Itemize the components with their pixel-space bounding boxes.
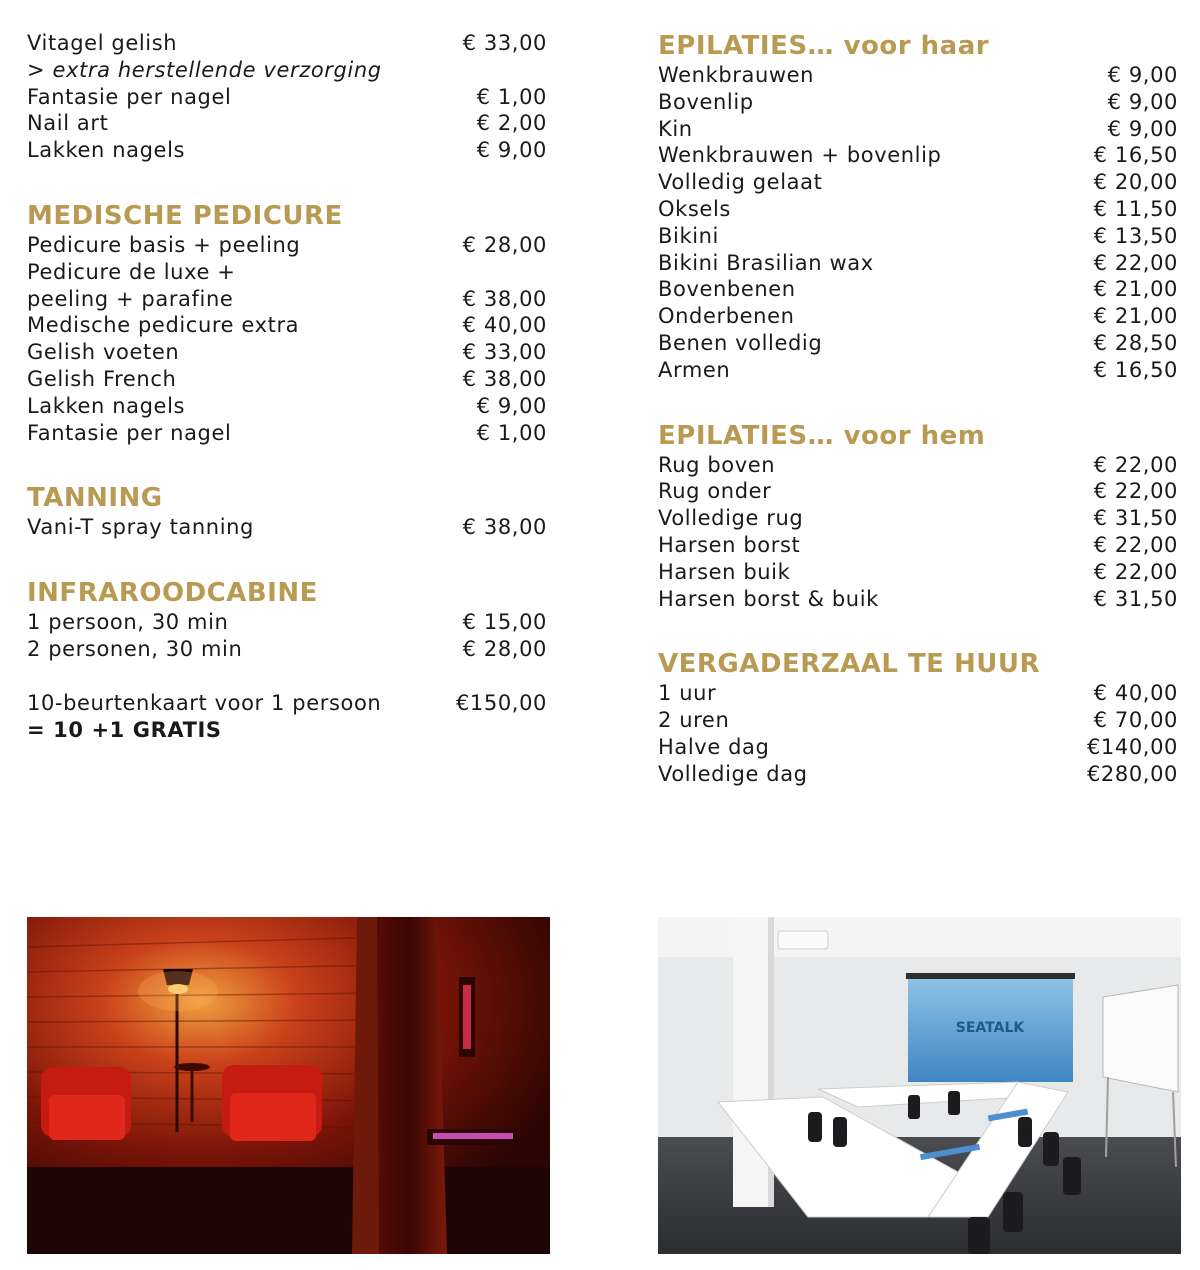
- section-heading: TANNING: [27, 483, 163, 514]
- item-label: Onderbenen: [658, 304, 795, 329]
- item-label: Gelish voeten: [27, 340, 180, 365]
- item-label: Pedicure basis + peeling: [27, 232, 301, 257]
- item-label: Rug onder: [658, 479, 772, 504]
- bonus-text: = 10 +1 GRATIS: [27, 717, 222, 742]
- item-label: 10-beurtenkaart voor 1 persoon: [27, 690, 382, 715]
- item-label: Benen volledig: [658, 330, 823, 355]
- price-row: [658, 89, 1178, 116]
- price-row: [658, 734, 1178, 761]
- item-label: 1 uur: [658, 681, 717, 706]
- price-row: [658, 169, 1178, 196]
- item-price: € 33,00: [462, 31, 547, 55]
- item-label: Fantasie per nagel: [27, 420, 232, 445]
- item-label: Volledig gelaat: [658, 170, 823, 195]
- price-row: [27, 609, 547, 636]
- item-price: € 38,00: [462, 286, 547, 311]
- price-row: [27, 30, 547, 57]
- price-row: [658, 505, 1178, 532]
- item-note: > extra herstellende verzorging: [27, 57, 382, 82]
- price-row: [658, 452, 1178, 479]
- section-heading: INFRAROODCABINE: [27, 578, 318, 609]
- item-price: € 15,00: [462, 610, 547, 635]
- item-price: € 38,00: [462, 515, 547, 540]
- price-row: [658, 559, 1178, 586]
- price-row: [27, 110, 547, 137]
- section-heading: VERGADERZAAL TE HUUR: [658, 649, 1040, 680]
- price-row: [658, 532, 1178, 559]
- item-label: Rug boven: [658, 452, 776, 477]
- section-heading: MEDISCHE PEDICURE: [27, 200, 343, 231]
- item-label: Bovenbenen: [658, 277, 796, 302]
- price-row: [658, 586, 1178, 613]
- item-price: € 1,00: [476, 420, 547, 445]
- price-row: [27, 636, 547, 663]
- item-price: € 28,50: [1093, 330, 1178, 355]
- price-row: [27, 690, 547, 717]
- item-price: € 21,00: [1093, 277, 1178, 302]
- item-label: Harsen borst: [658, 532, 801, 557]
- item-label: Vani-T spray tanning: [27, 515, 254, 540]
- item-label: Gelish French: [27, 366, 177, 391]
- item-price: €280,00: [1086, 761, 1178, 786]
- section-infrarood: [27, 577, 547, 663]
- item-label: Oksels: [658, 196, 731, 221]
- price-row: [658, 680, 1178, 707]
- item-price: € 16,50: [1093, 143, 1178, 168]
- item-label: Medische pedicure extra: [27, 313, 300, 338]
- item-label: Vitagel gelish: [27, 31, 178, 55]
- item-label: peeling + parafine: [27, 286, 234, 311]
- section-tanning: [27, 482, 547, 541]
- item-price: € 2,00: [476, 111, 547, 136]
- item-label: 2 uren: [658, 708, 730, 733]
- price-row: [27, 84, 547, 111]
- item-price: € 33,00: [462, 340, 547, 365]
- item-price: €140,00: [1086, 734, 1178, 759]
- item-price: € 22,00: [1093, 452, 1178, 477]
- price-row: [27, 137, 547, 164]
- price-row: [658, 761, 1178, 788]
- item-label: Nail art: [27, 111, 109, 136]
- price-row: [658, 707, 1178, 734]
- item-label: Armen: [658, 357, 731, 382]
- item-price: € 9,00: [1107, 116, 1178, 141]
- item-label: Lakken nagels: [27, 393, 186, 418]
- item-price: € 9,00: [476, 393, 547, 418]
- price-row: [27, 259, 547, 286]
- price-row: [27, 286, 547, 313]
- section-pedicure: [27, 200, 547, 446]
- price-row: [27, 312, 547, 339]
- item-label: Bikini Brasilian wax: [658, 250, 874, 275]
- price-row: [658, 357, 1178, 384]
- item-price: € 9,00: [1107, 89, 1178, 114]
- item-label: Volledige rug: [658, 506, 804, 531]
- price-row: [27, 57, 547, 84]
- price-row: [658, 116, 1178, 143]
- item-price: €150,00: [455, 690, 547, 715]
- right-column: [658, 30, 1178, 788]
- meeting-room-photo: [658, 917, 1181, 1254]
- item-price: € 22,00: [1093, 250, 1178, 275]
- price-row: [27, 420, 547, 447]
- price-row: [658, 303, 1178, 330]
- section-vergaderzaal: [658, 648, 1178, 787]
- item-label: Harsen borst & buik: [658, 586, 879, 611]
- price-row: [658, 250, 1178, 277]
- price-row: [27, 393, 547, 420]
- item-label: Bikini: [658, 223, 719, 248]
- section-heading: EPILATIES… voor hem: [658, 420, 986, 451]
- item-label: Wenkbrauwen: [658, 63, 815, 87]
- price-row: [27, 339, 547, 366]
- item-price: € 31,50: [1093, 506, 1178, 531]
- item-price: € 9,00: [476, 138, 547, 163]
- price-row: [27, 514, 547, 541]
- item-label: Wenkbrauwen + bovenlip: [658, 143, 942, 168]
- price-row: [27, 717, 547, 744]
- price-row: [658, 196, 1178, 223]
- item-label: Bovenlip: [658, 89, 754, 114]
- item-price: € 22,00: [1093, 479, 1178, 504]
- price-row: [658, 276, 1178, 303]
- item-price: € 20,00: [1093, 170, 1178, 195]
- item-price: € 11,50: [1093, 196, 1178, 221]
- item-price: € 40,00: [1093, 681, 1178, 706]
- item-price: € 28,00: [462, 232, 547, 257]
- item-price: € 31,50: [1093, 586, 1178, 611]
- item-label: 2 personen, 30 min: [27, 636, 243, 661]
- item-label: Halve dag: [658, 734, 770, 759]
- price-row: [27, 366, 547, 393]
- price-row: [658, 62, 1178, 89]
- left-column: [27, 30, 547, 743]
- item-label: Volledige dag: [658, 761, 808, 786]
- item-price: € 40,00: [462, 313, 547, 338]
- price-row: [658, 223, 1178, 250]
- section-epilaties-hem: [658, 420, 1178, 613]
- item-price: € 70,00: [1093, 708, 1178, 733]
- item-label: 1 persoon, 30 min: [27, 610, 229, 635]
- item-price: € 9,00: [1107, 63, 1178, 87]
- item-price: € 38,00: [462, 366, 547, 391]
- item-label: Kin: [658, 116, 693, 141]
- infrared-cabin-photo: [27, 917, 550, 1254]
- item-label: Harsen buik: [658, 559, 791, 584]
- intro-list: [27, 30, 547, 164]
- screen-logo-text: SEATALK: [955, 1020, 1025, 1036]
- price-row: [658, 478, 1178, 505]
- item-price: € 1,00: [476, 84, 547, 109]
- item-label: Fantasie per nagel: [27, 84, 232, 109]
- price-row: [658, 142, 1178, 169]
- item-price: € 22,00: [1093, 559, 1178, 584]
- price-row: [27, 232, 547, 259]
- item-price: € 22,00: [1093, 532, 1178, 557]
- section-epilaties-haar: [658, 30, 1178, 384]
- item-price: € 16,50: [1093, 357, 1178, 382]
- item-price: € 28,00: [462, 636, 547, 661]
- item-label: Pedicure de luxe +: [27, 259, 236, 284]
- item-price: € 13,50: [1093, 223, 1178, 248]
- price-row: [658, 330, 1178, 357]
- section-heading: EPILATIES… voor haar: [658, 31, 990, 61]
- item-price: € 21,00: [1093, 304, 1178, 329]
- beurtenkaart: [27, 690, 547, 744]
- item-label: Lakken nagels: [27, 138, 186, 163]
